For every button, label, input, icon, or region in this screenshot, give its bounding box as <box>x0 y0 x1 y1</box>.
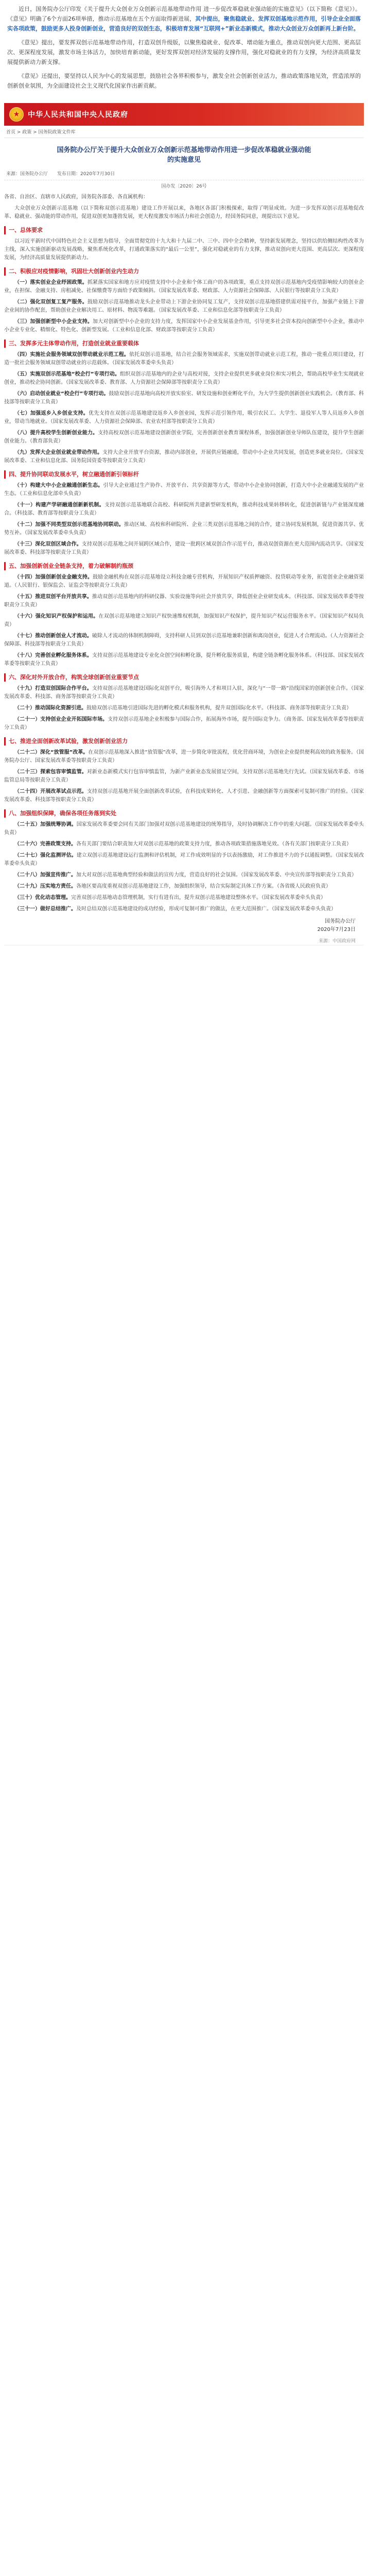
section-heading: 六、深化对外开放合作，构筑全球创新创业重要节点 <box>4 673 364 682</box>
item-text: 鼓励双创示范基地引进国际先进的孵化模式和服务机构，提升双创国际化水平。（科技部、商务部等按职责分工负责） <box>86 705 352 711</box>
section-paragraph <box>4 390 364 406</box>
item-text: 支持双创示范基地建设专业化众创空间和孵化器，提升孵化服务质量，构建全链条孵化服务体系。（科技部、国家发展改革委等按职责分工负责） <box>4 653 364 667</box>
section-paragraph <box>4 410 364 426</box>
item-heading: （十九）打造双创国际合作平台。 <box>14 686 92 691</box>
intro-paragraph-1 <box>7 4 361 33</box>
item-text: 国家发展改革委要会同有关部门加强对双创示范基地建设的统筹指导，及时协调解决工作中的重大问题。（国家发展改革委牵头负责） <box>4 822 364 836</box>
item-heading: （三十一）做好总结推广。 <box>14 906 76 912</box>
section-heading: 三、发挥多元主体带动作用，打造创业就业重要载体 <box>4 340 364 348</box>
section-paragraph <box>4 871 364 879</box>
page-footer <box>4 945 364 955</box>
item-heading: （十三）深化双创区域合作。 <box>14 541 82 547</box>
section-paragraph <box>4 540 364 557</box>
item-heading: （十八）完善创业孵化服务体系。 <box>14 653 92 658</box>
item-text: 完善双创示范基地动态管理机制，实行有进有出，提升双创示范基地建设整体水平。（国家发展改革委牵头负责） <box>71 895 326 901</box>
item-text: 以习近平新时代中国特色社会主义思想为指导，全面贯彻党的十九大和十九届二中、三中、四中全会精神，坚持新发展理念，坚持以供给侧结构性改革为主线，深入实施创新驱动发展战略，聚焦系统化改革，打通政策落实的“最后一公里”，强化对稳就业的有力支撑，推动双创向更大范围、更高层次、更深程度发展，为经济高质量发展提供新动力。 <box>4 239 364 261</box>
site-name[interactable]: 中华人民共和国中央人民政府 <box>28 111 128 119</box>
intro-highlight: 其中提出，聚焦稳就业、发挥双创基地示范作用，引导企业全面落实各项政策，鼓励更多人投身创新创业，营造良好的双创生态，积极培育发展“互联网+”新业态新模式，推动大众创业万众创新再上新台阶。 <box>7 15 361 32</box>
item-heading: （二十三）探索包容审慎监管。 <box>14 769 87 775</box>
item-text: 支持大企业开放平台资源，推动内部创业，开展供应链融通，带动中小企业共同发展，创造更多就业岗位。（国家发展改革委、工业和信息化部、国务院国资委等按职责分工负责） <box>4 450 364 464</box>
document-header <box>4 138 364 168</box>
section-heading: 五、加强创新创业全链条支持，着力破解制约瓶颈 <box>4 562 364 570</box>
section-paragraph <box>4 788 364 804</box>
item-text: 及时总结双创示范基地建设的成功经验，形成可复制可推广的做法，在更大范围推广。（国家发展改革委牵头负责） <box>76 906 336 912</box>
item-text: 依托双创示范基地，结合社会服务领域需求，实施双创带动就业示范工程，推动一批重点项目建设，打造一批社会服务领域双创带动就业的示范载体。（国家发展改革委牵头负责） <box>4 352 364 366</box>
item-text: 支持双创示范基地建设国际化双创平台，吸引海外人才和项目入驻，深化与“一带一路”沿线国家的创新创业合作。（国家发展改革委、科技部、商务部等按职责分工负责） <box>4 686 364 700</box>
item-heading: （二十八）加强宣传推广。 <box>14 872 76 878</box>
intro-paragraph-2: 《意见》提出，要发挥双创示范基地带动作用，打造双创升级版，以聚焦稳就业、促改革、增动能为重点，推动双创向更大范围、更高层次、更深程度发展，激发市场主体活力，加快培育新动能，更好发挥双创对经济发展的支撑作用，强化对稳就业的有力支撑，为经济高质量发展提供新动力新支撑。 <box>7 39 361 65</box>
section-heading: 一、总体要求 <box>4 226 364 234</box>
item-text: 推动区域、高校和科研院所、企业三类双创示范基地之间的合作，建立协同发展机制，促进资源共享、优势互补。（国家发展改革委牵头负责） <box>4 522 364 536</box>
item-heading: （八）提升高校学生创新创业能力。 <box>14 430 98 436</box>
item-text: 在双创示范基地深入推进“放管服”改革，进一步简化审批流程，优化营商环境，为创业企业提供便利高效的政务服务。（国务院办公厅、国家发展改革委等按职责分工负责） <box>4 750 364 764</box>
item-text: 对新业态新模式实行包容审慎监管，为新产业新业态发展留足空间，支持双创示范基地先行先试。（国家发展改革委、市场监管总局等按职责分工负责） <box>4 769 364 783</box>
item-heading: （三）加强创新型中小企业支持。 <box>14 319 93 325</box>
item-heading: （二十四）开展改革试点示范。 <box>14 789 87 794</box>
item-text: 支持双创示范基地之间开展跨区域合作，建设一批跨区域双创合作示范平台，推动双创资源在更大范围内流动共享。（国家发展改革委、科技部等按职责分工负责） <box>4 541 364 555</box>
section-paragraph <box>4 852 364 868</box>
section-paragraph <box>4 521 364 537</box>
item-text: 推动双创示范基地内的科研仪器、实验设施等向社会开放共享，降低创业企业研发成本。（科技部、国家发展改革委等按职责分工负责） <box>4 594 364 608</box>
document-meta <box>4 168 364 180</box>
item-text: 支持双创示范基地企业积极参与国际合作，拓展海外市场，提升国际竞争力。（商务部、国家发展改革委等按职责分工负责） <box>4 717 364 731</box>
section-paragraph <box>4 370 364 387</box>
document-greeting: 各省、自治区、直辖市人民政府，国务院各部委、各直属机构： <box>4 194 148 200</box>
item-text: 支持双创示范基地开展全面创新改革试验，在科技成果转化、人才引进、金融创新等方面探索可复制可推广的经验。（国家发展改革委、科技部等按职责分工负责） <box>4 789 364 803</box>
document-sections <box>4 226 364 913</box>
source-note: 来源：中国政府网 <box>318 939 356 944</box>
item-text: 引导大企业通过生产协作、开放平台、共享资源等方式，带动中小企业协同创新，打造大中小企业融通发展的产业生态。（工业和信息化部牵头负责） <box>4 483 364 497</box>
item-text: 鼓励金融机构在双创示范基地设立科技金融专营机构，开展知识产权质押融资、投贷联动等业务，拓宽创业企业融资渠道。（人民银行、银保监会、证监会等按职责分工负责） <box>4 574 364 588</box>
item-text: 优先支持在双创示范基地建设返乡入乡创业园，发挥示范引领作用，吸引农民工、大学生、退役军人等人员返乡入乡创业，带动当地就业。（国家发展改革委、人力资源社会保障部、农业农村部等按职责分工负责） <box>4 411 364 425</box>
item-heading: （十）构建大中小企业融通创新生态。 <box>14 483 103 488</box>
gov-banner <box>4 103 364 126</box>
section-paragraph <box>4 905 364 913</box>
document-title <box>9 145 359 165</box>
section-paragraph <box>4 279 364 295</box>
item-heading: （一）落实创业企业纾困政策。 <box>14 280 87 285</box>
section-paragraph <box>4 298 364 315</box>
item-text: 各地区要高度重视双创示范基地建设工作，加强组织领导，结合实际制定具体工作方案。（各省级人民政府负责） <box>76 884 331 889</box>
section-paragraph <box>4 704 364 713</box>
item-text: 鼓励双创示范基地推动龙头企业带动上下游企业协同复工复产，支持双创示范基地搭建供需对接平台，加强产业链上下游企业间的协作配套，帮助创业企业解决用工、原材料、物流等难题。（国家发展改革委、工业和信息化部等按职责分工负责） <box>4 299 364 313</box>
item-heading: （二十一）支持创业企业开拓国际市场。 <box>14 717 108 722</box>
section-paragraph <box>4 351 364 367</box>
item-heading: （二十五）加强统筹协调。 <box>14 822 77 827</box>
item-text: 鼓励双创示范基地向高校开放实验室、研发设施和创业孵化平台，为大学生提供创新创业实践机会。（教育部、科技部等按职责分工负责） <box>4 391 364 405</box>
section-paragraph <box>4 613 364 629</box>
intro-paragraph-3: 《意见》还提出，要坚持以人民为中心的发展思想，鼓励社会各界积极参与，激发全社会创新创业活力，推动政策落地见效，营造浓厚的创新创业氛围，为全面建设社会主义现代化国家作出新贡献。 <box>7 73 361 89</box>
section-paragraph <box>4 883 364 891</box>
item-heading: （九）发挥大企业创业就业带动作用。 <box>14 450 103 455</box>
signature-issuer: 国务院办公厅 <box>325 919 356 924</box>
item-heading: （七）加强返乡入乡创业支持。 <box>14 411 89 416</box>
section-paragraph <box>4 768 364 785</box>
item-heading: （二）强化双创复工复产服务。 <box>14 299 87 305</box>
item-heading: （十四）加强创新创业金融支持。 <box>14 574 93 580</box>
section-paragraph <box>4 840 364 849</box>
section-paragraph <box>4 501 364 518</box>
section-paragraph <box>4 318 364 334</box>
intro-paragraph-1-text: 近日，国务院办公厅印发《关于提升大众创业万众创新示范基地带动作用 进一步促改革稳就业强动能的实施意见》（以下简称《意见》）。《意见》明确了6个方面26项举措，推动示范基地在五个方面取得新进展， <box>7 6 361 22</box>
item-heading: （十五）推进双创平台开放共享。 <box>14 594 92 600</box>
section-paragraph <box>4 716 364 732</box>
item-text: 支持双创示范基地联合高校、科研院所共建新型研发机构，推动科技成果转移转化，促进创新链与产业链深度融合。（科技部、教育部等按职责分工负责） <box>4 502 364 516</box>
section-paragraph <box>4 429 364 446</box>
document-title-line-1: 国务院办公厅关于提升大众创业万众创新示范基地带动作用进一步促改革稳就业强动能 <box>57 146 311 154</box>
item-text: 破除人才流动的体制机制障碍，支持科研人员到双创示范基地兼职创新和离岗创业，促进人才合理流动。（人力资源社会保障部、科技部等按职责分工负责） <box>4 633 364 647</box>
document-title-line-2: 的实施意见 <box>167 156 201 164</box>
section-paragraph <box>4 685 364 701</box>
section-paragraph <box>4 749 364 765</box>
item-text: 组织双创示范基地内的企业与高校对接，支持企业提供更多就业岗位和实习机会，帮助高校毕业生实现就业创业，推动校企协同创新。（国家发展改革委、教育部、人力资源社会保障部等按职责分工负责） <box>4 371 364 385</box>
item-heading: （二十二）深化“放管服”改革。 <box>14 750 89 755</box>
section-heading: 八、加强组织保障，确保各项任务落到实处 <box>4 809 364 818</box>
item-heading: （二十九）压实地方责任。 <box>14 884 76 889</box>
item-heading: （四）实施社会服务领域双创带动就业示范工程。 <box>14 352 129 358</box>
section-paragraph <box>4 449 364 465</box>
article-page <box>0 0 368 955</box>
section-heading: 七、推进全面创新改革试验，激发创新创业活力 <box>4 737 364 745</box>
national-emblem-icon: ★ <box>9 107 24 122</box>
item-heading: （三十）优化动态管理。 <box>14 895 71 901</box>
meta-source: 来源：国务院办公厅 <box>6 172 48 177</box>
item-heading: （二十）推动国际化资源引进。 <box>14 705 86 711</box>
section-paragraph <box>4 238 364 262</box>
document-signature <box>4 918 364 934</box>
item-text: 各有关部门要结合职责加大对双创示范基地的政策支持力度，推动各项政策措施落地见效。（各有关部门按职责分工负责） <box>76 841 352 847</box>
section-paragraph <box>4 652 364 668</box>
section-paragraph <box>4 482 364 498</box>
item-heading: （十六）强化知识产权保护和运用。 <box>14 614 99 619</box>
item-text: 加大对创新型中小企业的支持力度，发挥国家中小企业发展基金作用，引导更多社会资本投向创新型中小企业，推动中小企业专业化、精细化、特色化、创新型发展。（工业和信息化部、财政部等按职责分工负责） <box>4 319 364 333</box>
item-heading: （二十六）完善政策支持。 <box>14 841 76 847</box>
item-heading: （二十七）强化监测评估。 <box>14 853 77 858</box>
article-intro <box>0 0 368 101</box>
breadcrumb[interactable]: 首页 > 政策 > 国务院政策文件库 <box>4 126 364 138</box>
item-heading: （六）启动创业就业“校企行”专项行动。 <box>14 391 109 397</box>
document-body <box>0 138 368 944</box>
item-text: 在双创示范基地建立知识产权快速维权机制，加强知识产权保护，提升知识产权运营服务水平。（国家知识产权局负责） <box>4 614 364 628</box>
section-paragraph <box>4 573 364 590</box>
meta-date: 发布日期：2020年7月30日 <box>57 172 115 177</box>
signature-date: 2020年7月23日 <box>317 927 356 933</box>
item-text: 支持高校双创示范基地建设创新创业学院，完善创新创业教育课程体系，加强创新创业导师队伍建设，提升学生创新创业能力。（教育部负责） <box>4 430 364 444</box>
section-heading: 二、积极应对疫情影响，巩固壮大创新创业内生动力 <box>4 267 364 276</box>
item-heading: （十二）加强不同类型双创示范基地协同联动。 <box>14 522 124 528</box>
item-heading: （十一）构建产学研融通创新新机制。 <box>14 502 104 508</box>
document-preamble: 大众创业万众创新示范基地（以下简称双创示范基地）建设工作开展以来，各地区各部门积极探索，取得了明显成效。为进一步发挥双创示范基地促改革、稳就业、强动能的带动作用，促进双创更加蓬勃发展，更大程度激发市场活力和社会创造力，经国务院同意，现提出以下意见。 <box>4 206 364 219</box>
document-number: 国办发〔2020〕26号 <box>161 184 207 189</box>
section-paragraph <box>4 821 364 837</box>
section-paragraph <box>4 593 364 609</box>
section-heading: 四、提升协同联动发展水平，树立融通创新引领标杆 <box>4 470 364 479</box>
item-heading: （五）实施双创示范基地“校企行”专项行动。 <box>14 371 120 377</box>
item-text: 加大对双创示范基地典型经验和做法的宣传力度，营造良好的社会氛围。（国家发展改革委、中央宣传部等按职责分工负责） <box>76 872 357 878</box>
section-paragraph <box>4 632 364 649</box>
item-text: 建立双创示范基地建设运行监测和评估机制，对工作成效明显的予以表扬激励，对工作推进不力的予以通报调整。（国家发展改革委牵头负责） <box>4 853 364 867</box>
section-paragraph <box>4 894 364 902</box>
item-text: 抓紧落实国家和地方应对疫情支持中小企业和个体工商户的各项政策，重点支持双创示范基地内受疫情影响较大的创业企业，在担保、金融支持、房租减免、社保缴费等方面给予政策倾斜。（国家发展改革委、财政部、人力资源社会保障部、人民银行等按职责分工负责） <box>4 280 364 294</box>
item-heading: （十七）推动创新创业人才流动。 <box>14 633 92 639</box>
